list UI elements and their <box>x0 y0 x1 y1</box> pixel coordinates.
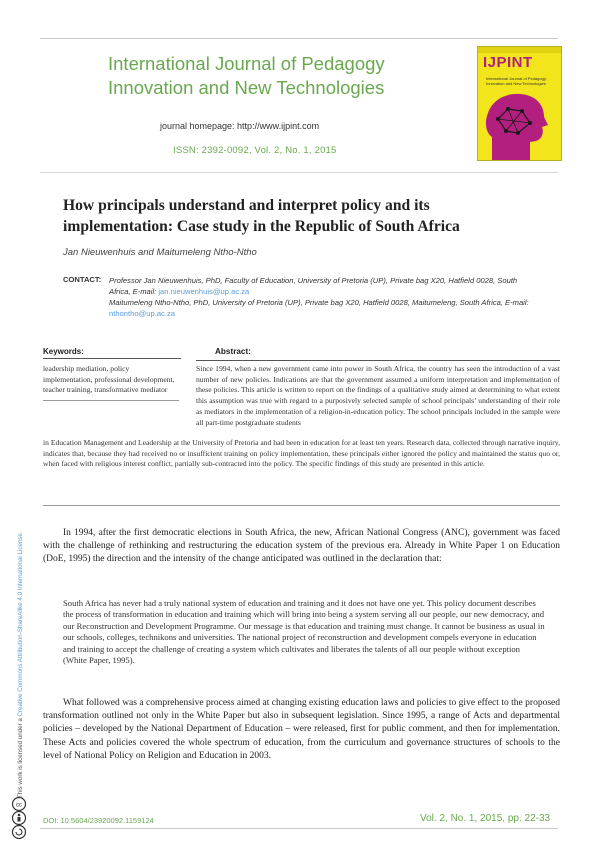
keywords-list: leadership mediation, policy implementation, professional development, teacher training, transformative mediator <box>43 364 179 401</box>
license-prefix: This work is licensed under a <box>17 716 24 798</box>
cover-head-illustration <box>478 89 561 160</box>
footer-doi[interactable]: DOI: 10.5604/23920092.1159124 <box>43 816 154 825</box>
body-paragraph-2: What followed was a comprehensive process aimed at changing existing education laws and policies to give effect to the proposed transformation outlined not only in the White Paper but also in subsequent legislation. Since 1995, a range of Acts and departmental policies – developed by the National Department of Education – were released, first for public comment, and then for implementation. These Acts and policies covered the whole spectrum of education, from the curriculum and governance structures of schools to the level of National Policy on Religion and Education in 2003. <box>43 698 560 761</box>
keywords-heading: Keywords: <box>43 347 181 359</box>
journal-title-line2: Innovation and New Technologies <box>108 77 385 98</box>
cover-logo: IJPINT <box>483 54 533 71</box>
abstract-text-part2: in Education Management and Leadership at the University of Pretoria and had been in education for at least ten years. Research data, collected through narrative inquiry, indicates that, because they had received no or insufficient training on policy implementation, these principals either ignored the policy and maintained the status quo or, when faced with religious interest conflict, partially sub-contracted into the policy. The specific findings of this study are presented in this article. <box>43 438 560 469</box>
cover-subtitle: International Journal of Pedagogy, Innovation and New Technologies <box>486 76 547 86</box>
block-quote: South Africa has never had a truly national system of education and training and it does not have one yet. This policy document describes the process of transformation in education and training which will bring into being a system serving all our people, our new democracy, and our Reconstruction and Development Programme. Our message is that education and training must change. It cannot be business as usual in our schools, colleges, technikons and universities. The national project of reconstruction and development compels everyone in education and training to accept the challenge of creating a system which cultivates and liberates the talents of all our people without exception (White Paper, 1995). <box>63 598 545 666</box>
journal-homepage[interactable]: journal homepage: http://www.ijpint.com <box>160 121 320 131</box>
contact-text-2: Maitumeleng Ntho-Ntho, PhD, University of Pretoria (UP), Private bag X20, Hatfield 0028, Maitumeleng, South Africa, E-mail: <box>109 298 529 307</box>
journal-title-line1: International Journal of Pedagogy <box>108 53 385 74</box>
svg-text:cc: cc <box>16 802 22 809</box>
issn-line: ISSN: 2392-0092, Vol. 2, No. 1, 2015 <box>173 145 337 156</box>
contact-details <box>109 275 539 319</box>
contact-label: CONTACT: <box>63 275 102 284</box>
footer-rule <box>40 828 558 829</box>
contact-entry-2 <box>109 297 539 319</box>
contact-entry-1 <box>109 275 539 297</box>
abstract-rule <box>196 360 560 361</box>
journal-title <box>108 52 448 100</box>
abstract-text-part1: Since 1994, when a new government came into power in South Africa, the country has seen the introduction of a vast number of new policies. Indications are that the government assumed a uniform interpretation and implementation of these policies. This article is written to report on the findings of a qualitative study aimed at determining to what extent this assumption was true with regard to a purposively selected sample of school principals’ understanding of their role as mediators in the implementation of a religion-in-education policy. The school principals included in the sample were all part-time postgraduate students <box>196 364 560 427</box>
article-authors: Jan Nieuwenhuis and Maitumeleng Ntho-Ntho <box>63 247 257 258</box>
creative-commons-icon <box>10 796 28 840</box>
license-link[interactable]: Creative Commons Attribution-ShareAlike 4.0 International License. <box>17 531 24 717</box>
contact-text-1: Professor Jan Nieuwenhuis, PhD, Faculty of Education, University of Pretoria (UP), Private bag X20, Hatfield 0028, South Africa, E-mail: <box>109 276 518 296</box>
license-notice <box>17 531 24 798</box>
header-rule <box>40 38 558 39</box>
abstract-bottom-rule <box>43 505 560 506</box>
footer-pages: Vol. 2, No. 1, 2015, pp. 22-33 <box>420 813 551 824</box>
contact-email-2[interactable]: nthontho@up.ac.za <box>109 309 175 318</box>
cover-top-band <box>478 47 561 53</box>
header-divider <box>40 172 558 173</box>
abstract-heading: Abstract: <box>215 347 251 356</box>
article-title: How principals understand and interpret policy and its implementation: Case study in the Republic of South Africa <box>63 197 460 235</box>
body-paragraph-1: In 1994, after the first democratic elections in South Africa, the new, African National Congress (ANC), government was faced with the challenge of rethinking and restructuring the education system of the previous era. Already in White Paper 1 on Education (DoE, 1995) the direction and the intensity of the change anticipated was outlined in the declaration that: <box>43 528 560 565</box>
contact-email-1[interactable]: jan.nieuwenhuis@up.ac.za <box>158 287 250 296</box>
journal-cover-image <box>477 46 562 161</box>
